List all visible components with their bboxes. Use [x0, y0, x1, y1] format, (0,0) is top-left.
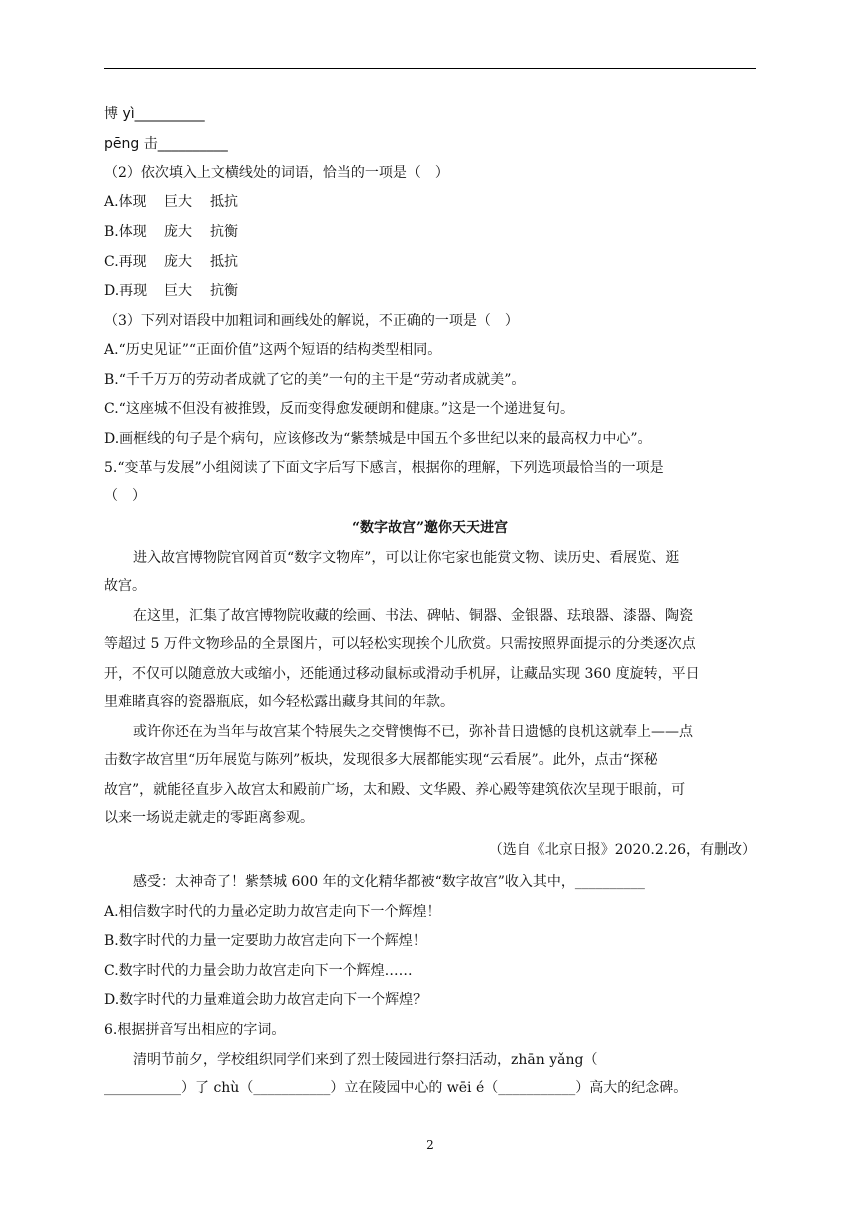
- q3-option-a: A.“历史见证”“正面价值”这两个短语的结构类型相同。: [104, 342, 442, 358]
- q2-option-a: A.体现 巨大 抵抗: [104, 194, 238, 210]
- passage-title: “数字故宫”邀你天天进宫: [351, 520, 509, 536]
- question-6: 6.根据拼音写出相应的字词。: [104, 1022, 286, 1038]
- passage-p2-line3: 开，不仅可以随意放大或缩小，还能通过移动鼠标或滑动手机屏，让藏品实现 360 度旋转，平日: [104, 666, 700, 682]
- passage-p3-line2: 击数字故宫里“历年展览与陈列”板块，发现很多大展都能实现“云看展”。此外，点击“探秘: [104, 752, 658, 768]
- q2-option-b: B.体现 庞大 抗衡: [104, 224, 238, 240]
- passage-p2-line2: 等超过 5 万件文物珍品的全景图片，可以轻松实现挨个儿欣赏。只需按照界面提示的分类逐次点: [104, 636, 696, 652]
- q3-option-b: B.“千千万万的劳动者成就了它的美”一句的主干是“劳动者成就美”。: [104, 372, 526, 388]
- passage-p3-line1: 或许你还在为当年与故宫某个特展失之交臂懊悔不已，弥补昔日遗憾的良机这就奉上——点: [133, 724, 693, 740]
- passage-p3-line4: 以来一场说走就走的零距离参观。: [104, 810, 314, 826]
- question-2: （2）依次填入上文横线处的词语，恰当的一项是（ ）: [104, 165, 449, 181]
- q2-option-c: C.再现 庞大 抵抗: [104, 254, 238, 270]
- passage-p3-line3: 故宫”，就能径直步入故宫太和殿前广场，太和殿、文华殿、养心殿等建筑依次呈现于眼前，可: [104, 782, 686, 798]
- q2-option-d: D.再现 巨大 抗衡: [104, 283, 238, 299]
- passage-p2-line4: 里难睹真容的瓷器瓶底，如今轻松露出藏身其间的年款。: [104, 694, 454, 710]
- q3-option-c: C.“这座城不但没有被推毁，反而变得愈发硬朗和健康。”这是一个递进复句。: [104, 401, 574, 417]
- question-5-bracket: （ ）: [104, 488, 146, 504]
- passage-p1-line1: 进入故宫博物院官网首页“数字文物库”，可以让你宅家也能赏文物、读历史、看展览、逛: [133, 550, 680, 566]
- q5-option-d: D.数字时代的力量难道会助力故宫走向下一个辉煌？: [104, 992, 428, 1008]
- feeling-line: 感受：太神奇了！紫禁城 600 年的文化精华都被“数字故宫”收入其中，__________: [133, 874, 645, 890]
- q5-option-b: B.数字时代的力量一定要助力故宫走向下一个辉煌！: [104, 933, 427, 949]
- page-number: 2: [426, 1138, 434, 1152]
- q5-option-c: C.数字时代的力量会助力故宫走向下一个辉煌……: [104, 963, 413, 979]
- pinyin-line-boyi: 博 yì__________: [104, 106, 205, 122]
- passage-p2-line1: 在这里，汇集了故宫博物院收藏的绘画、书法、碑帖、铜器、金银器、珐琅器、漆器、陶瓷: [133, 608, 693, 624]
- header-rule: [104, 68, 756, 69]
- question-5: 5.“变革与发展”小组阅读了下面文字后写下感言，根据你的理解，下列选项最恰当的一项是: [104, 460, 664, 476]
- q6-passage-line2: ___________）了 chù（___________）立在陵园中心的 wēi é（___________）高大的纪念碑。: [104, 1080, 688, 1096]
- q5-option-a: A.相信数字时代的力量必定助力故宫走向下一个辉煌！: [104, 904, 441, 920]
- passage-p1-line2: 故宫。: [104, 578, 146, 594]
- pinyin-line-pengji: pēng 击__________: [104, 136, 228, 152]
- q6-passage-line1: 清明节前夕，学校组织同学们来到了烈士陵园进行祭扫活动，zhān yǎng（: [133, 1052, 598, 1068]
- passage-source: （选自《北京日报》2020.2.26，有删改）: [488, 842, 756, 858]
- question-3: （3）下列对语段中加粗词和画线处的解说，不正确的一项是（ ）: [104, 313, 519, 329]
- q3-option-d: D.画框线的句子是个病句，应该修改为“紫禁城是中国五个多世纪以来的最高权力中心”。: [104, 431, 652, 447]
